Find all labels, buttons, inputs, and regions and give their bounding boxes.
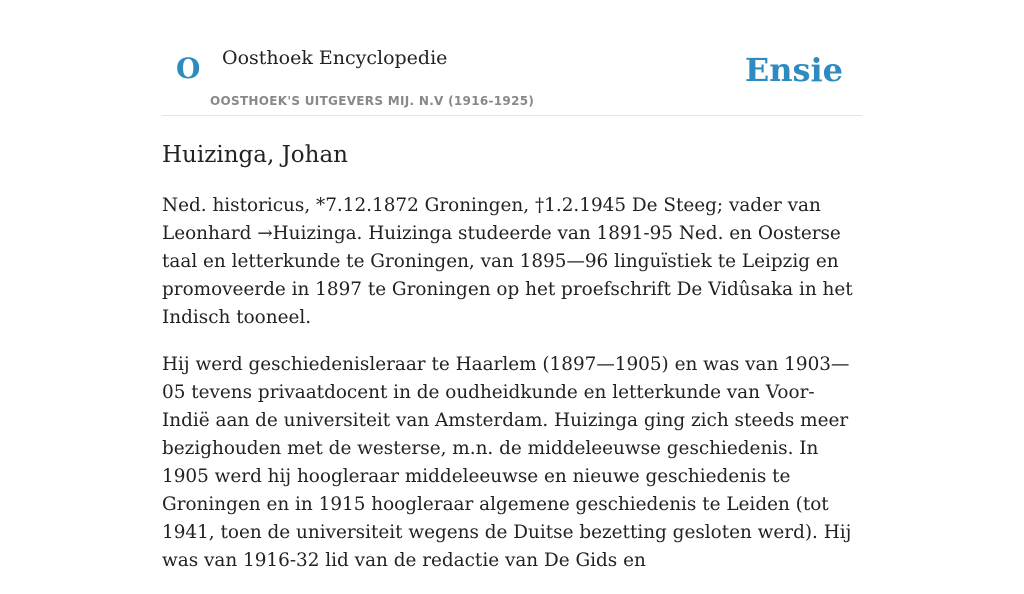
site-subtitle: OOSTHOEK'S UITGEVERS MIJ. N.V (1916-1925)	[210, 94, 535, 108]
page	[162, 0, 862, 571]
brand-logo-link[interactable]: Ensie	[744, 51, 843, 89]
article-body	[162, 192, 862, 594]
site-header	[162, 0, 862, 116]
article-paragraph: Hij werd geschiedenisleraar te Haarlem (1897—1905) en was van 1903—05 tevens privaatdocent in de oudheidkunde en letterkunde van Voor-Indië aan de universiteit van Amsterdam. Huizinga ging zich steeds meer bezighouden met de westerse, m.n. de middeleeuwse geschiedenis. In 1905 werd hij hoogleraar middeleeuwse en nieuwe geschiedenis te Groningen en in 1915 hoogleraar algemene geschiedenis te Leiden (tot 1941, toen de universiteit wegens de Duitse bezetting gesloten werd). Hij was van 1916-32 lid van de redactie van De Gids en	[162, 354, 852, 571]
article-title: Huizinga, Johan	[162, 142, 348, 168]
site-title[interactable]: Oosthoek Encyclopedie	[222, 47, 448, 69]
article-paragraph: Ned. historicus, *7.12.1872 Groningen, †1.2.1945 De Steeg; vader van Leonhard →Huizinga. Huizinga studeerde van 1891-95 Ned. en Oosterse taal en letterkunde te Groningen, van 1895—96 linguïstiek te Leipzig en promoveerde in 1897 te Groningen op het proefschrift De Vidûsaka in het Indisch tooneel.	[162, 195, 853, 328]
site-logo[interactable]: O	[176, 52, 201, 85]
